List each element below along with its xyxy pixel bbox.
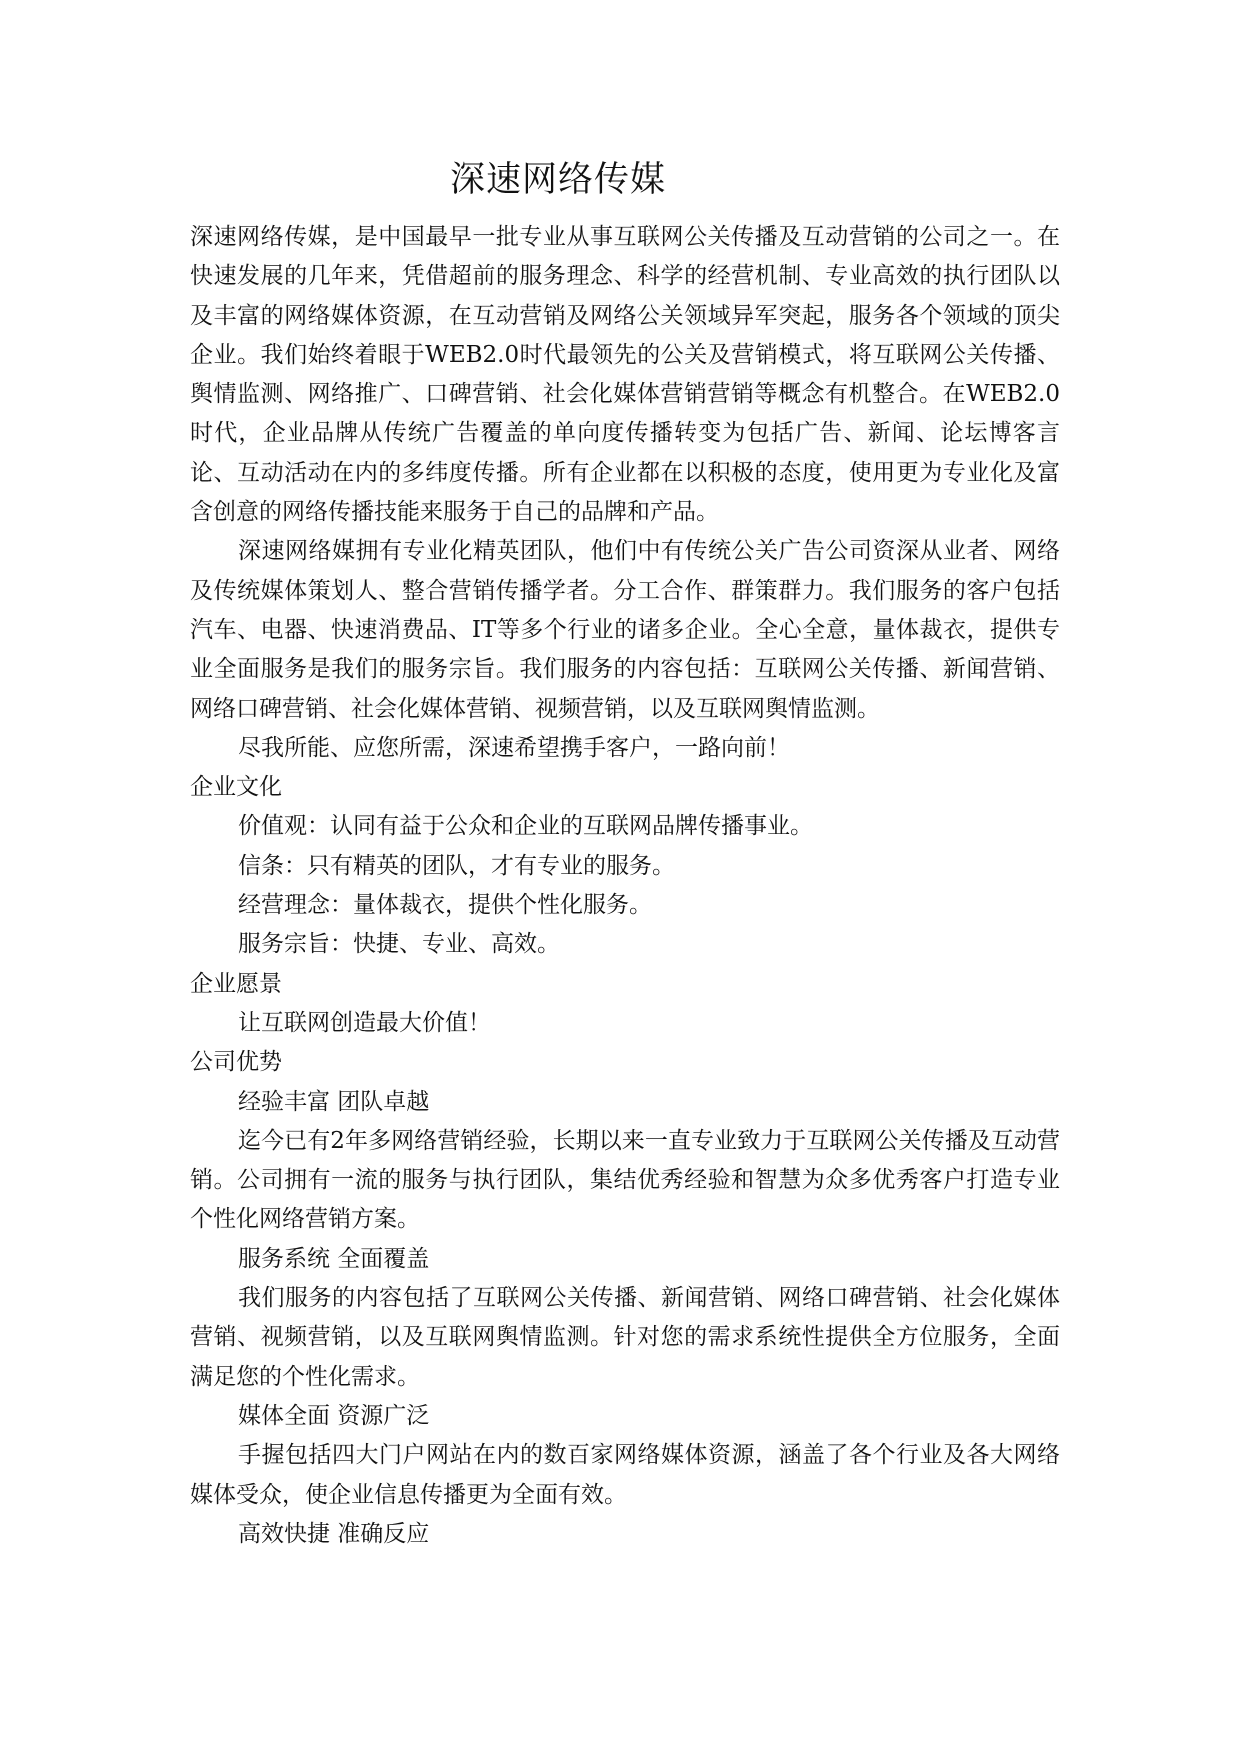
advantage-text-media: 手握包括四大门户网站在内的数百家网络媒体资源，涵盖了各个行业及各大网络媒体受众，使企业信息传播更为全面有效。 <box>190 1442 1060 1508</box>
culture-philosophy: 经营理念：量体裁衣，提供个性化服务。 <box>238 892 652 919</box>
vision-text: 让互联网创造最大价值！ <box>238 1009 491 1036</box>
culture-purpose: 服务宗旨：快捷、专业、高效。 <box>238 931 560 958</box>
advantage-text-service: 我们服务的内容包括了互联网公关传播、新闻营销、网络口碑营销、社会化媒体营销、视频营销，以及互联网舆情监测。针对您的需求系统性提供全方位服务，全面满足您的个性化需求。 <box>190 1285 1060 1390</box>
culture-values: 价值观：认同有益于公众和企业的互联网品牌传播事业。 <box>238 813 813 840</box>
advantage-text-experience: 迄今已有2年多网络营销经验，长期以来一直专业致力于互联网公关传播及互动营销。公司拥有一流的服务与执行团队，集结优秀经验和智慧为众多优秀客户打造专业个性化网络营销方案。 <box>190 1127 1060 1233</box>
document-title: 深速网络传媒 <box>449 160 666 200</box>
culture-creed: 信条：只有精英的团队，才有专业的服务。 <box>238 852 675 879</box>
section-heading-culture: 企业文化 <box>190 774 282 801</box>
advantage-heading-experience: 经验丰富 团队卓越 <box>238 1088 430 1115</box>
closing-slogan: 尽我所能、应您所需，深速希望携手客户，一路向前！ <box>238 734 790 761</box>
team-paragraph: 深速网络媒拥有专业化精英团队，他们中有传统公关广告公司资深从业者、网络及传统媒体策划人、整合营销传播学者。分工合作、群策群力。我们服务的客户包括汽车、电器、快速消费品、IT等多个行业的诸多企业。全心全意，量体裁衣，提供专业全面服务是我们的服务宗旨。我们服务的内容包括：互联网公关传播、新闻营销、网络口碑营销、社会化媒体营销、视频营销，以及互联网舆情监测。 <box>190 538 1060 722</box>
advantage-heading-efficiency: 高效快捷 准确反应 <box>238 1520 430 1547</box>
section-heading-advantages: 公司优势 <box>190 1049 282 1076</box>
intro-paragraph: 深速网络传媒，是中国最早一批专业从事互联网公关传播及互动营销的公司之一。在快速发展的几年来，凭借超前的服务理念、科学的经营机制、专业高效的执行团队以及丰富的网络媒体资源，在互动营销及网络公关领域异军突起，服务各个领域的顶尖企业。我们始终着眼于WEB2.0时代最领先的公关及营销模式，将互联网公关传播、舆情监测、网络推广、口碑营销、社会化媒体营销营销等概念有机整合。在WEB2.0时代，企业品牌从传统广告覆盖的单向度传播转变为包括广告、新闻、论坛博客言论、互动活动在内的多纬度传播。所有企业都在以积极的态度，使用更为专业化及富含创意的网络传播技能来服务于自己的品牌和产品。 <box>190 224 1060 526</box>
advantage-heading-media: 媒体全面 资源广泛 <box>238 1402 430 1429</box>
section-heading-vision: 企业愿景 <box>190 970 282 997</box>
document-body <box>190 218 1060 1554</box>
advantage-heading-service: 服务系统 全面覆盖 <box>238 1245 430 1272</box>
